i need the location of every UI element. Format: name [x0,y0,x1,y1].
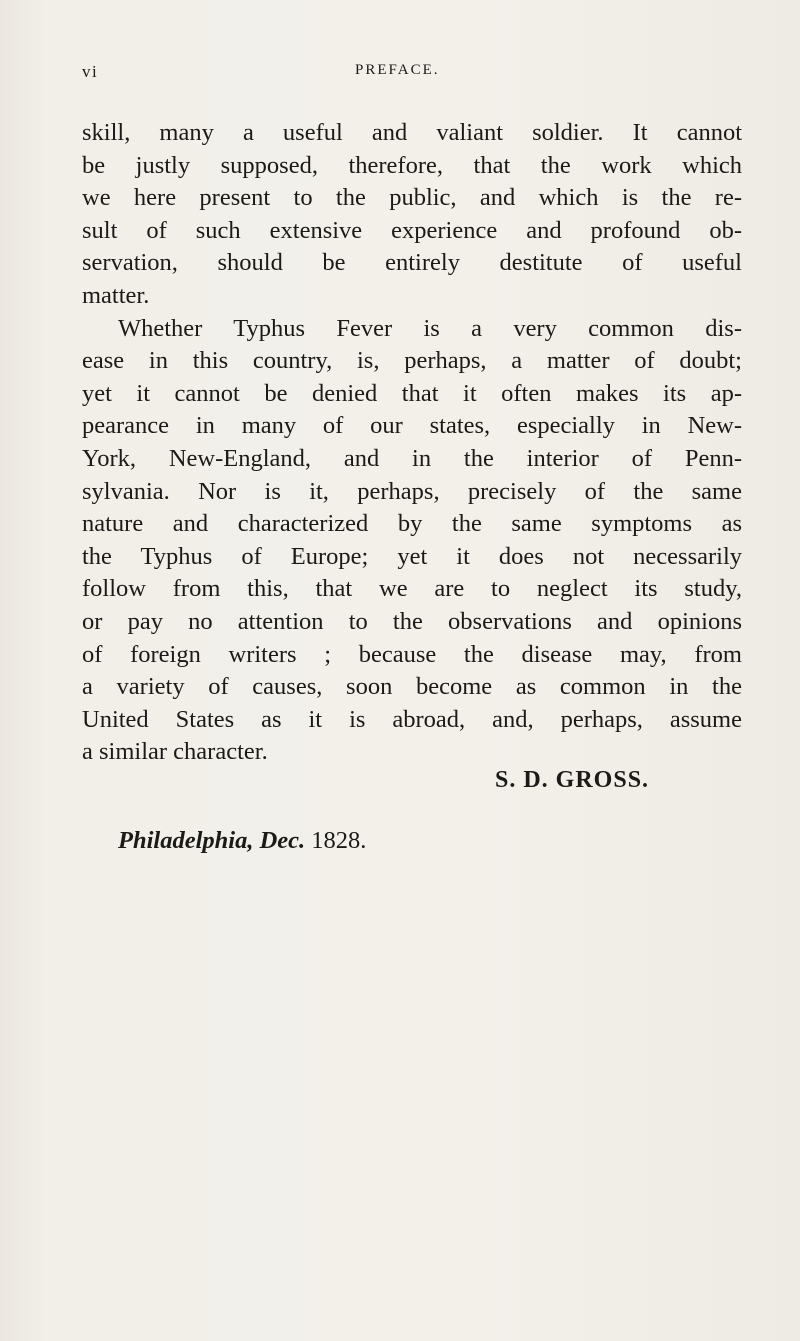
text-line: yet it cannot be denied that it often makes its ap- [82,379,742,407]
text-line: York, New-England, and in the interior of Penn- [82,444,742,472]
running-head [0,62,800,86]
text-line: of foreign writers ; because the disease may, from [82,640,742,668]
text-line: ease in this country, is, perhaps, a matter of doubt; [82,347,742,375]
running-head-title: PREFACE. [355,62,440,78]
dateline-place: Philadelphia, Dec. [118,827,306,854]
text-line: follow from this, that we are to neglect its study, [82,575,742,603]
dateline-year: 1828. [311,827,367,854]
text-line: or pay no attention to the observations and opinions [82,607,742,635]
text-line: matter. [82,281,150,309]
dateline [118,827,366,855]
text-line: sult of such extensive experience and profound ob- [82,216,742,244]
text-line: skill, many a useful and valiant soldier. It cannot [82,119,742,146]
text-line: nature and characterized by the same symptoms as [82,510,742,538]
page-number: vi [82,62,99,81]
text-line: servation, should be entirely destitute of useful [82,249,742,277]
text-line: be justly supposed, therefore, that the work which [82,151,742,179]
text-line: pearance in many of our states, especially in New- [82,412,742,440]
text-line: United States as it is abroad, and, perhaps, assume [82,705,742,733]
text-line: a variety of causes, soon become as common in the [82,673,742,701]
preface-body [82,117,742,769]
text-line: Whether Typhus Fever is a very common dis- [118,314,742,342]
text-line: we here present to the public, and which is the re- [82,184,742,212]
text-line: a similar character. [82,738,268,766]
author-signature: S. D. GROSS. [495,767,650,793]
text-line: sylvania. Nor is it, perhaps, precisely of the same [82,477,742,505]
text-line: the Typhus of Europe; yet it does not necessarily [82,542,742,570]
